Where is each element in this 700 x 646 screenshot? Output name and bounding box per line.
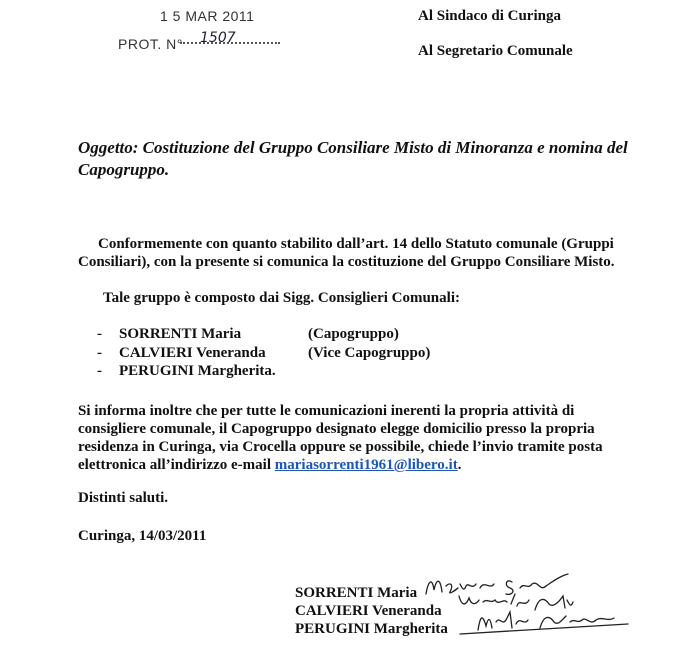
list-dash: - xyxy=(97,363,102,379)
letter-subject: Oggetto: Costituzione del Gruppo Consiliare Misto di Minoranza e nomina del Capogruppo. xyxy=(78,138,628,179)
list-dash: - xyxy=(97,344,102,361)
paragraph-communications xyxy=(78,402,638,474)
member-name: CALVIERI Veneranda xyxy=(119,344,266,361)
signatory-name: PERUGINI Margherita xyxy=(295,621,448,637)
protocol-label: PROT. N° xyxy=(118,36,183,52)
recipient-secretary: Al Segretario Comunale xyxy=(418,43,573,59)
email-link[interactable]: mariasorrenti1961@libero.it xyxy=(274,457,458,473)
paragraph-intro xyxy=(78,235,618,271)
list-dash: - xyxy=(97,326,102,342)
recipient-mayor: Al Sindaco di Curinga xyxy=(418,8,561,24)
place-and-date: Curinga, 14/03/2011 xyxy=(78,528,207,544)
member-role: (Vice Capogruppo) xyxy=(308,344,431,361)
paragraph-intro-text: Conformemente con quanto stabilito dall’art. 14 dello Statuto comunale (Gruppi Consiliari), con la presente si comunica la costituzione del Gruppo Consiliare Misto. xyxy=(78,236,615,270)
signatory-name: SORRENTI Maria xyxy=(295,585,418,601)
paragraph-group-intro: Tale gruppo è composto dai Sigg. Consiglieri Comunali: xyxy=(103,290,460,306)
member-role: (Capogruppo) xyxy=(308,326,399,342)
protocol-number: 1507 xyxy=(200,30,236,46)
paragraph-period: . xyxy=(457,457,462,473)
received-date-stamp: 1 5 MAR 2011 xyxy=(160,8,255,24)
signature-perugini xyxy=(458,608,638,638)
closing-greeting: Distinti saluti. xyxy=(78,490,169,506)
member-name: PERUGINI Margherita. xyxy=(119,363,276,379)
signatory-name: CALVIERI Veneranda xyxy=(295,603,442,619)
member-name: SORRENTI Maria xyxy=(119,326,242,342)
paragraph-communications-text: Si informa inoltre che per tutte le comunicazioni inerenti la propria attività di consigliere comunale, il Capogruppo designato elegge domicilio presso la propria residenza in Curinga, via Crocella oppure se possibile, chiede l’invio tramite posta elettronica all’indirizzo e-mail xyxy=(78,403,603,473)
